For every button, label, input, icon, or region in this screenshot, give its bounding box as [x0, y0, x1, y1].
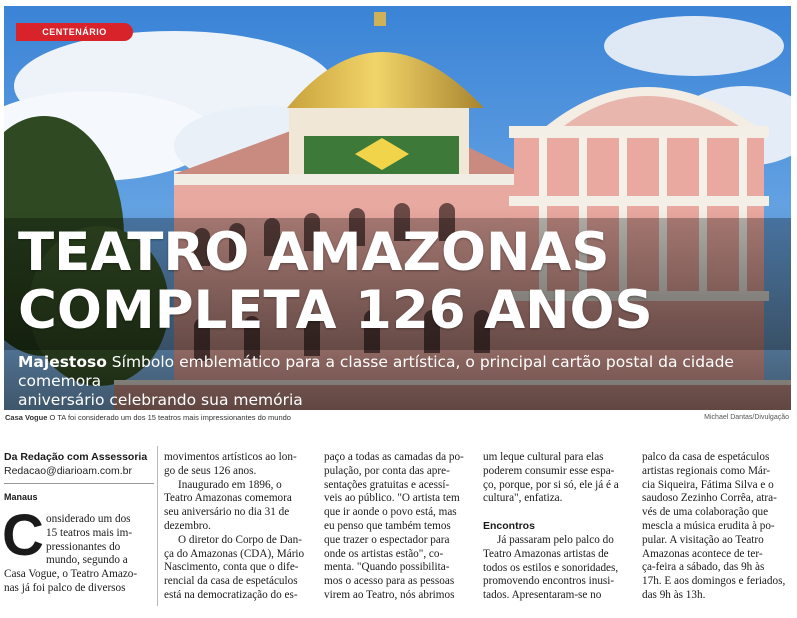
article-line: Nascimento, conta que o dife-	[164, 561, 299, 574]
dateline: Manaus	[4, 492, 38, 502]
hero-photo	[4, 6, 791, 410]
article-line: eu penso que também temos	[324, 519, 451, 532]
article-line: pular. A visitação ao Teatro	[642, 533, 764, 546]
article-line: ça do Amazonas (CDA), Mário	[164, 547, 305, 560]
article-column-1	[2, 503, 154, 596]
article-line: mescla a música erudita à po-	[642, 519, 775, 532]
article-line: 17h. E aos domingos e feriados,	[642, 575, 786, 588]
article-line: Casa Vogue, o Teatro Amazo-	[4, 568, 138, 581]
article-line: Teatro Amazonas comemora	[164, 492, 292, 505]
headline-line-2: COMPLETA 126 ANOS	[18, 280, 653, 341]
article-column-2	[164, 451, 311, 603]
article-line: mos o acesso para as pessoas	[324, 575, 455, 588]
column-divider	[157, 446, 158, 606]
byline-name: Da Redação com Assessoria	[4, 451, 148, 463]
subhead: Encontros	[483, 520, 535, 533]
photo-credit: Michael Dantas/Divulgação	[704, 414, 789, 421]
headline-line-1: TEATRO AMAZONAS	[18, 222, 610, 283]
article-line: onsiderado um dos	[46, 513, 131, 525]
article-line: sentações gratuitas e acessí-	[324, 478, 450, 491]
section-tag: CENTENÁRIO	[16, 23, 133, 41]
article-line: movimentos artísticos ao lon-	[164, 451, 297, 463]
article-line: pulação, por conta das apre-	[324, 464, 450, 477]
article-line: cultura", enfatiza.	[483, 492, 563, 505]
article-line: veis ao público. "O artista tem	[324, 492, 460, 505]
article-line: está na democratização do es-	[164, 588, 298, 601]
byline-divider	[4, 483, 154, 484]
article-line: Inaugurado em 1896, o	[178, 478, 282, 491]
article-line: ço, porque, por si só, ele já é a	[483, 478, 619, 491]
article-line: rencial da casa de espetáculos	[164, 575, 298, 588]
article-line: vés de uma colaboração que	[642, 506, 769, 519]
article-line: que trazer o espectador para	[324, 533, 450, 546]
article-line: nas já foi palco de diversos	[4, 581, 126, 594]
article-line: artistas regionais como Már-	[642, 464, 771, 477]
article-line: promovendo encontros inusi-	[483, 575, 615, 588]
article-line: cia Siqueira, Fátima Silva e o	[642, 478, 774, 491]
article-line: Amazonas acontece de ter-	[642, 547, 763, 560]
article-line: tados. Apresentaram-se no	[483, 589, 602, 602]
article-line: mundo, segundo a	[46, 554, 128, 567]
article-column-4	[483, 451, 630, 603]
byline-email: Redacao@diarioam.com.br	[4, 465, 132, 477]
article-line: menta. "Quando possibilita-	[324, 561, 450, 574]
headline	[18, 224, 788, 340]
article-column-5	[642, 451, 789, 603]
article-line: paço a todas as camadas da po-	[324, 451, 464, 463]
dek	[18, 353, 788, 410]
article-line: Já passaram pelo palco do	[497, 533, 614, 546]
photo-caption	[5, 413, 291, 422]
article-line: palco da casa de espetáculos	[642, 451, 770, 463]
article-line: onde os artistas estão", co-	[324, 547, 444, 560]
article-line: dezembro.	[164, 519, 211, 532]
dek-line-2: aniversário celebrando sua memória	[18, 391, 303, 409]
article-line: go de seus 126 anos.	[164, 464, 257, 477]
drop-cap: C	[2, 503, 44, 568]
article-column-3	[324, 451, 471, 603]
article-line: 15 teatros mais im-	[46, 526, 133, 539]
dek-line-1-text: Símbolo emblemático para a classe artística, o principal cartão postal da cidade comemora	[18, 353, 734, 390]
article-line: pressionantes do	[46, 540, 121, 553]
article-line: virem ao Teatro, nós abrimos	[324, 588, 455, 601]
article-line: saudoso Zezinho Corrêa, atra-	[642, 492, 777, 505]
caption-lead: Casa Vogue	[5, 413, 48, 422]
article-line: Teatro Amazonas artistas de	[483, 547, 609, 560]
article-line: que ir aonde o povo está, mas	[324, 506, 457, 519]
article-line: poderem consumir esse espa-	[483, 464, 615, 477]
article-line: seu aniversário no dia 31 de	[164, 506, 290, 519]
article-line: ça-feira a sábado, das 9h às	[642, 561, 765, 574]
article-line: das 9h às 13h.	[642, 588, 706, 601]
dek-lead: Majestoso	[18, 353, 107, 371]
dek-line-1	[18, 353, 788, 391]
article-line: um leque cultural para elas	[483, 451, 604, 463]
article-line: O diretor do Corpo de Dan-	[178, 533, 302, 546]
article-line: todos os estilos e sonoridades,	[483, 561, 619, 574]
caption-text: O TA foi considerado um dos 15 teatros mais impressionantes do mundo	[47, 413, 291, 422]
teatro-amazonas-photo	[4, 6, 791, 410]
